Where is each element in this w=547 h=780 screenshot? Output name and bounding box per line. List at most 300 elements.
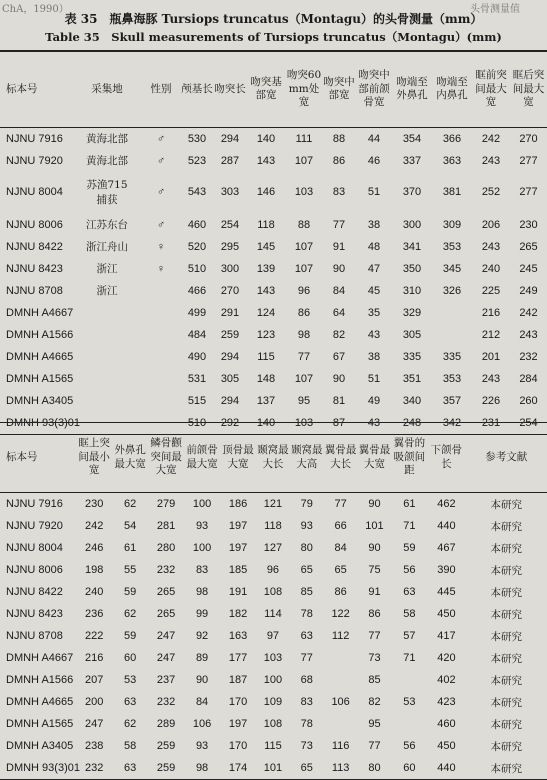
table1-cell: 531 [187,372,207,385]
table2-cell: 84 [334,542,347,554]
specimen-id-cell: DMNH A4665 [6,696,74,708]
table2-cell: 59 [124,586,137,598]
table1-cell: 249 [519,284,538,297]
table-row [0,735,547,757]
table2-cell: 60 [403,762,416,774]
table2-cell: 281 [156,520,176,532]
table2-cell: 63 [124,762,137,774]
table2-cell: 本研究 [490,696,522,709]
table1-cell: 90 [332,262,346,275]
table2-cell: 95 [368,718,381,730]
table1-cell [142,324,180,346]
table2-cell: 本研究 [490,674,522,687]
table2-cell: 197 [228,542,248,554]
table2-cell: 118 [264,520,282,532]
table1-cell: 81 [332,394,346,407]
table-row [0,368,547,390]
table2-cell: 90 [195,674,209,686]
table2-cell: 98 [195,762,209,774]
table2-cell: 450 [437,608,456,620]
table2-cell: 259 [156,740,176,752]
table1-cell: 242 [519,306,538,319]
table1-cell: ♀ [156,262,166,275]
table2-cell: 106 [192,718,212,730]
table2-cell: 93 [300,520,313,532]
table1-cell: 43 [367,328,381,341]
specimen-id-cell: NJNU 8422 [6,240,63,253]
table1-cell: 345 [442,262,462,275]
table1-cell: 357 [442,394,462,407]
table1-cell: 103 [294,186,314,198]
table-row [0,150,547,172]
table2-cell: 62 [124,718,137,730]
table2-cell: 59 [124,630,137,642]
table1-cell: 242 [481,132,501,145]
table2-cell: 216 [84,652,104,664]
table2-cell: 73 [368,652,381,664]
table2-cell: 191 [228,586,248,598]
table2-cell: 66 [334,520,347,532]
specimen-id-cell: NJNU 8708 [6,630,63,642]
table1-cell [72,302,142,324]
table1-header-col-2: 性别 [142,51,180,127]
table1-header-col-4: 吻突长 [214,51,246,127]
table2-cell: 65 [300,762,313,774]
table2-cell: 75 [368,564,381,576]
table2-cell: 445 [437,586,456,598]
table2-header-col-0: 标本号 [0,423,76,493]
table1-cell: 243 [481,240,501,253]
table1-cell: ♂ [156,132,166,145]
table2-cell: 93 [195,520,209,532]
table2-cell: 177 [228,652,248,664]
table2-cell: 78 [300,718,313,730]
table2-cell: 80 [300,542,313,554]
table2-cell: 82 [368,696,381,708]
table1-cell: 351 [402,372,422,385]
table2-cell: 186 [228,498,248,510]
table1-cell: 310 [402,284,422,297]
table2-cell: 53 [124,674,137,686]
table2-cell: 98 [195,586,209,598]
specimen-id-cell: DMNH 93(3)01 [6,416,80,429]
table2-cell: 185 [228,564,248,576]
table1-cell: 苏渔715 捕获 [86,178,128,206]
table2-cell: 68 [300,674,313,686]
table1-cell: 140 [256,132,276,145]
table1-header-col-0: 标本号 [0,51,72,127]
table1-cell: 254 [519,416,538,429]
table1-cell: 145 [256,240,276,253]
table2-header-col-6: 颞窝最大长 [256,423,290,493]
table-row [0,713,547,735]
skull-measurement-table-2 [0,422,547,780]
table1-cell: 520 [187,240,207,253]
table2-cell: 450 [437,740,456,752]
table2-cell: 197 [228,520,248,532]
table1-cell [432,302,472,324]
table-row [0,390,547,412]
table2-header-col-2: 外鼻孔最大宽 [112,423,148,493]
table2-cell [324,647,358,669]
specimen-id-cell: NJNU 7920 [6,154,63,167]
table1-cell: 305 [220,372,240,385]
table2-cell: 56 [403,564,416,576]
table1-cell: 44 [367,132,381,145]
table2-cell: 236 [84,608,104,620]
table2-cell: 61 [124,542,137,554]
table2-cell: 65 [334,564,347,576]
table2-cell: 77 [368,740,381,752]
table1-cell: 107 [294,372,314,385]
table2-header-col-11: 下颌骨长 [427,423,465,493]
table2-header-col-12: 参考文献 [465,423,547,493]
table2-cell: 101 [263,762,283,774]
specimen-id-cell: NJNU 8422 [6,586,63,598]
specimen-id-cell: DMNH A4665 [6,350,74,363]
table1-cell [142,368,180,390]
table-row [0,647,547,669]
table-row [0,493,547,516]
table1-cell: 342 [442,416,462,429]
table2-cell: 71 [403,652,416,664]
table1-cell: 340 [402,394,422,407]
specimen-id-cell: NJNU 8006 [6,564,63,576]
table1-cell [142,346,180,368]
table1-cell: 38 [367,350,381,363]
table2-cell: 本研究 [490,630,522,643]
table2-cell: 86 [368,608,381,620]
table1-cell: 484 [187,328,207,341]
table1-cell: 黄海北部 [86,155,128,167]
table1-cell: 51 [367,372,381,385]
specimen-id-cell: DMNH A3405 [6,394,74,407]
table1-cell: 226 [481,394,501,407]
table2-cell: 本研究 [490,542,522,555]
table1-cell: 300 [402,218,422,231]
table1-cell: 88 [332,132,346,145]
table2-cell: 114 [264,608,282,620]
table1-cell: 139 [256,262,276,275]
table2-cell: 115 [264,740,282,752]
table2-cell: 58 [403,608,416,620]
table2-cell: 62 [124,498,137,510]
specimen-id-cell: DMNH A1566 [6,328,74,341]
table1-cell: 107 [294,240,314,253]
top-left-fragment: ChA，1990） [2,4,69,14]
table1-cell: 230 [519,218,538,231]
table1-cell: 45 [367,284,381,297]
table2-cell [324,669,358,691]
table2-header-col-1: 眶上突间最小宽 [76,423,112,493]
table1-cell: 335 [442,350,462,363]
table2-cell: 63 [403,586,416,598]
table1-cell: 292 [220,416,240,429]
table2-cell: 55 [124,564,137,576]
table-title-chinese: 表 35 瓶鼻海豚 Tursiops truncatus（Montagu）的头骨测量（mm） [64,12,483,26]
table1-cell: 337 [402,154,422,167]
table1-cell: 浙江 [96,263,118,275]
table2-cell: 289 [156,718,176,730]
table1-cell: 84 [332,284,346,297]
table1-cell: 466 [187,284,207,297]
table1-cell: 265 [519,240,538,253]
table-row [0,236,547,258]
table2-cell: 238 [84,740,104,752]
table2-cell: 108 [263,718,283,730]
table1-cell: 111 [295,132,313,145]
table2-cell: 77 [300,652,313,664]
table1-cell: 107 [294,262,314,275]
table1-cell: 浙江舟山 [86,241,128,253]
table2-header [0,423,547,493]
table1-cell: 366 [442,132,462,145]
table2-cell: 79 [300,498,313,510]
top-right-fragment: 头骨测量值 [470,4,520,14]
table1-cell: 300 [220,262,240,275]
table2-cell: 170 [228,696,248,708]
table-row [0,280,547,302]
table-row [0,581,547,603]
table1-cell: 303 [220,186,240,198]
table2-cell: 242 [84,520,104,532]
table1-cell: 270 [519,132,538,145]
table1-cell: 284 [519,372,538,385]
table1-cell: 90 [332,372,346,385]
table1-cell: 243 [481,372,501,385]
table1-cell: 499 [187,306,207,319]
table2-cell: 240 [84,586,104,598]
table2-cell: 77 [334,498,347,510]
table2-cell: 265 [156,608,176,620]
table1-cell: ♂ [156,154,166,167]
table1-cell: 48 [367,240,381,253]
table1-cell: 124 [256,306,276,319]
specimen-id-cell: DMNH A1565 [6,372,74,385]
table2-cell: 65 [300,564,313,576]
table2-cell: 116 [331,740,350,752]
table2-cell: 237 [156,674,176,686]
specimen-id-cell: DMNH A4667 [6,652,74,664]
table1-cell: 江苏东台 [86,219,128,231]
table1-cell: ♂ [156,218,166,231]
table1-header-col-12: 眶后突间最大宽 [510,51,547,127]
table2-cell: 96 [266,564,280,576]
table1-cell: 146 [256,186,276,198]
table1-cell: 354 [402,132,422,145]
specimen-id-cell: DMNH A3405 [6,740,74,752]
table1-cell [72,390,142,412]
table2-cell: 198 [84,564,104,576]
table1-cell: 245 [519,262,538,275]
table1-cell: 77 [297,350,311,363]
table-row [0,324,547,346]
table1-cell: 460 [187,218,207,231]
table1-cell: 232 [519,350,538,363]
table2-cell: 122 [331,608,350,620]
table-row [0,302,547,324]
table1-cell [142,390,180,412]
table1-cell: 黄海北部 [86,133,128,145]
table-row [0,691,547,713]
table1-cell: 490 [187,350,207,363]
table1-cell: 206 [481,218,501,231]
table2-cell: 99 [195,608,209,620]
table1-cell: 88 [297,218,311,231]
table2-cell: 106 [331,696,350,708]
table2-cell: 100 [192,542,212,554]
table1-cell: 46 [367,154,381,167]
table1-header-col-3: 颅基长 [180,51,214,127]
specimen-id-cell: NJNU 7920 [6,520,63,532]
table2-cell: 247 [156,652,176,664]
table2-cell: 91 [368,586,381,598]
table2-cell: 100 [192,498,212,510]
table1-cell: 83 [332,186,346,198]
table1-cell: 259 [220,328,240,341]
table1-cell: 305 [402,328,422,341]
table1-body [0,127,547,434]
table-row [0,757,547,780]
table1-cell: 510 [187,262,207,275]
table-row [0,515,547,537]
table2-cell: 232 [84,762,104,774]
specimen-id-cell: DMNH 93(3)01 [6,762,80,774]
table2-cell: 77 [368,630,381,642]
table2-cell: 本研究 [490,718,522,731]
table2-cell: 59 [403,542,416,554]
table1-cell: 341 [402,240,422,253]
table1-cell: 294 [220,132,240,145]
table1-cell: 96 [297,284,311,297]
table1-cell: 277 [519,186,538,198]
specimen-id-cell: NJNU 8423 [6,262,63,275]
table1-cell: 363 [442,154,462,167]
table2-cell: 73 [300,740,313,752]
table2-body [0,493,547,780]
table-row [0,346,547,368]
table1-cell: 86 [297,306,311,319]
table2-cell: 100 [263,674,283,686]
table1-cell: 67 [332,350,346,363]
table2-cell: 97 [266,630,280,642]
table1-cell: 309 [442,218,462,231]
table2-cell: 61 [403,498,416,510]
table2-cell: 127 [263,542,283,554]
table2-cell: 57 [403,630,416,642]
table2-cell: 101 [365,520,384,532]
specimen-id-cell: NJNU 7916 [6,498,63,510]
table2-cell: 113 [331,762,350,774]
specimen-id-cell: DMNH A1566 [6,674,74,686]
table1-cell: 212 [481,328,501,341]
table1-cell: 225 [481,284,501,297]
table-title-english: Table 35 Skull measurements of Tursiops truncatus（Montagu）(mm) [45,30,502,44]
table1-cell: 381 [442,186,462,198]
table1-cell: 248 [402,416,422,429]
table1-cell: 350 [402,262,422,275]
table-row [0,625,547,647]
table2-cell: 460 [437,718,456,730]
table2-header-col-9: 翼骨最大宽 [358,423,392,493]
table2-cell: 121 [263,498,283,510]
table2-header-col-4: 前颌骨最大宽 [184,423,220,493]
table1-cell: 515 [187,394,207,407]
table2-cell: 71 [403,520,416,532]
specimen-id-cell: NJNU 7916 [6,132,63,145]
table2-cell: 85 [368,674,381,686]
table1-cell: 329 [402,306,422,319]
table2-cell: 本研究 [490,498,522,511]
table2-cell: 222 [84,630,104,642]
table1-cell: 287 [220,154,240,167]
table2-cell: 182 [228,608,248,620]
table1-cell [432,324,472,346]
table-row [0,172,547,214]
table1-cell: 115 [257,350,275,363]
table1-cell: 64 [332,306,346,319]
table2-cell: 56 [403,740,416,752]
table1-cell: ♀ [156,240,166,253]
table2-cell: 230 [84,498,104,510]
table1-cell: 243 [481,154,501,167]
table1-cell: 143 [256,284,276,297]
table2-cell: 440 [437,762,456,774]
table2-header-col-5: 顶骨最大宽 [220,423,256,493]
table1-cell: 294 [220,394,240,407]
table2-cell: 232 [156,696,176,708]
table-row [0,214,547,236]
table1-cell: 260 [519,394,538,407]
table1-cell: 523 [187,154,207,167]
table1-cell: 291 [220,306,240,319]
table1-cell: 530 [187,132,207,145]
table2-cell: 60 [124,652,137,664]
table2-cell: 467 [437,542,456,554]
specimen-id-cell: NJNU 8004 [6,186,63,198]
table2-cell: 85 [300,586,313,598]
table2-cell: 本研究 [490,652,522,665]
table2-cell: 本研究 [490,608,522,621]
table1-cell: 543 [187,186,207,198]
table1-cell [72,368,142,390]
table1-cell: 87 [332,416,346,429]
table2-cell: 86 [334,586,347,598]
table1-cell: 353 [442,372,462,385]
table2-cell: 89 [195,652,209,664]
table2-header-col-7: 颞窝最大高 [290,423,324,493]
table2-cell: 78 [300,608,313,620]
table2-cell: 232 [156,564,176,576]
table1-cell: 123 [256,328,276,341]
table2-header-col-3: 鳞骨颧突间最大宽 [148,423,184,493]
specimen-id-cell: NJNU 8423 [6,608,63,620]
table2-cell [391,669,427,691]
table2-cell: 本研究 [490,740,522,753]
table2-cell: 247 [156,630,176,642]
table1-cell: 77 [332,218,346,231]
table2-cell: 246 [84,542,104,554]
table1-cell: 140 [256,416,276,429]
table2-cell: 402 [437,674,456,686]
table1-cell: 35 [367,306,381,319]
table1-header-col-8: 吻突中部前颌骨宽 [356,51,392,127]
table2-cell: 279 [156,498,176,510]
table2-cell: 247 [84,718,104,730]
table2-header-col-10: 翼骨的吸颌间距 [391,423,427,493]
table2-cell: 187 [228,674,248,686]
table1-cell: 335 [402,350,422,363]
